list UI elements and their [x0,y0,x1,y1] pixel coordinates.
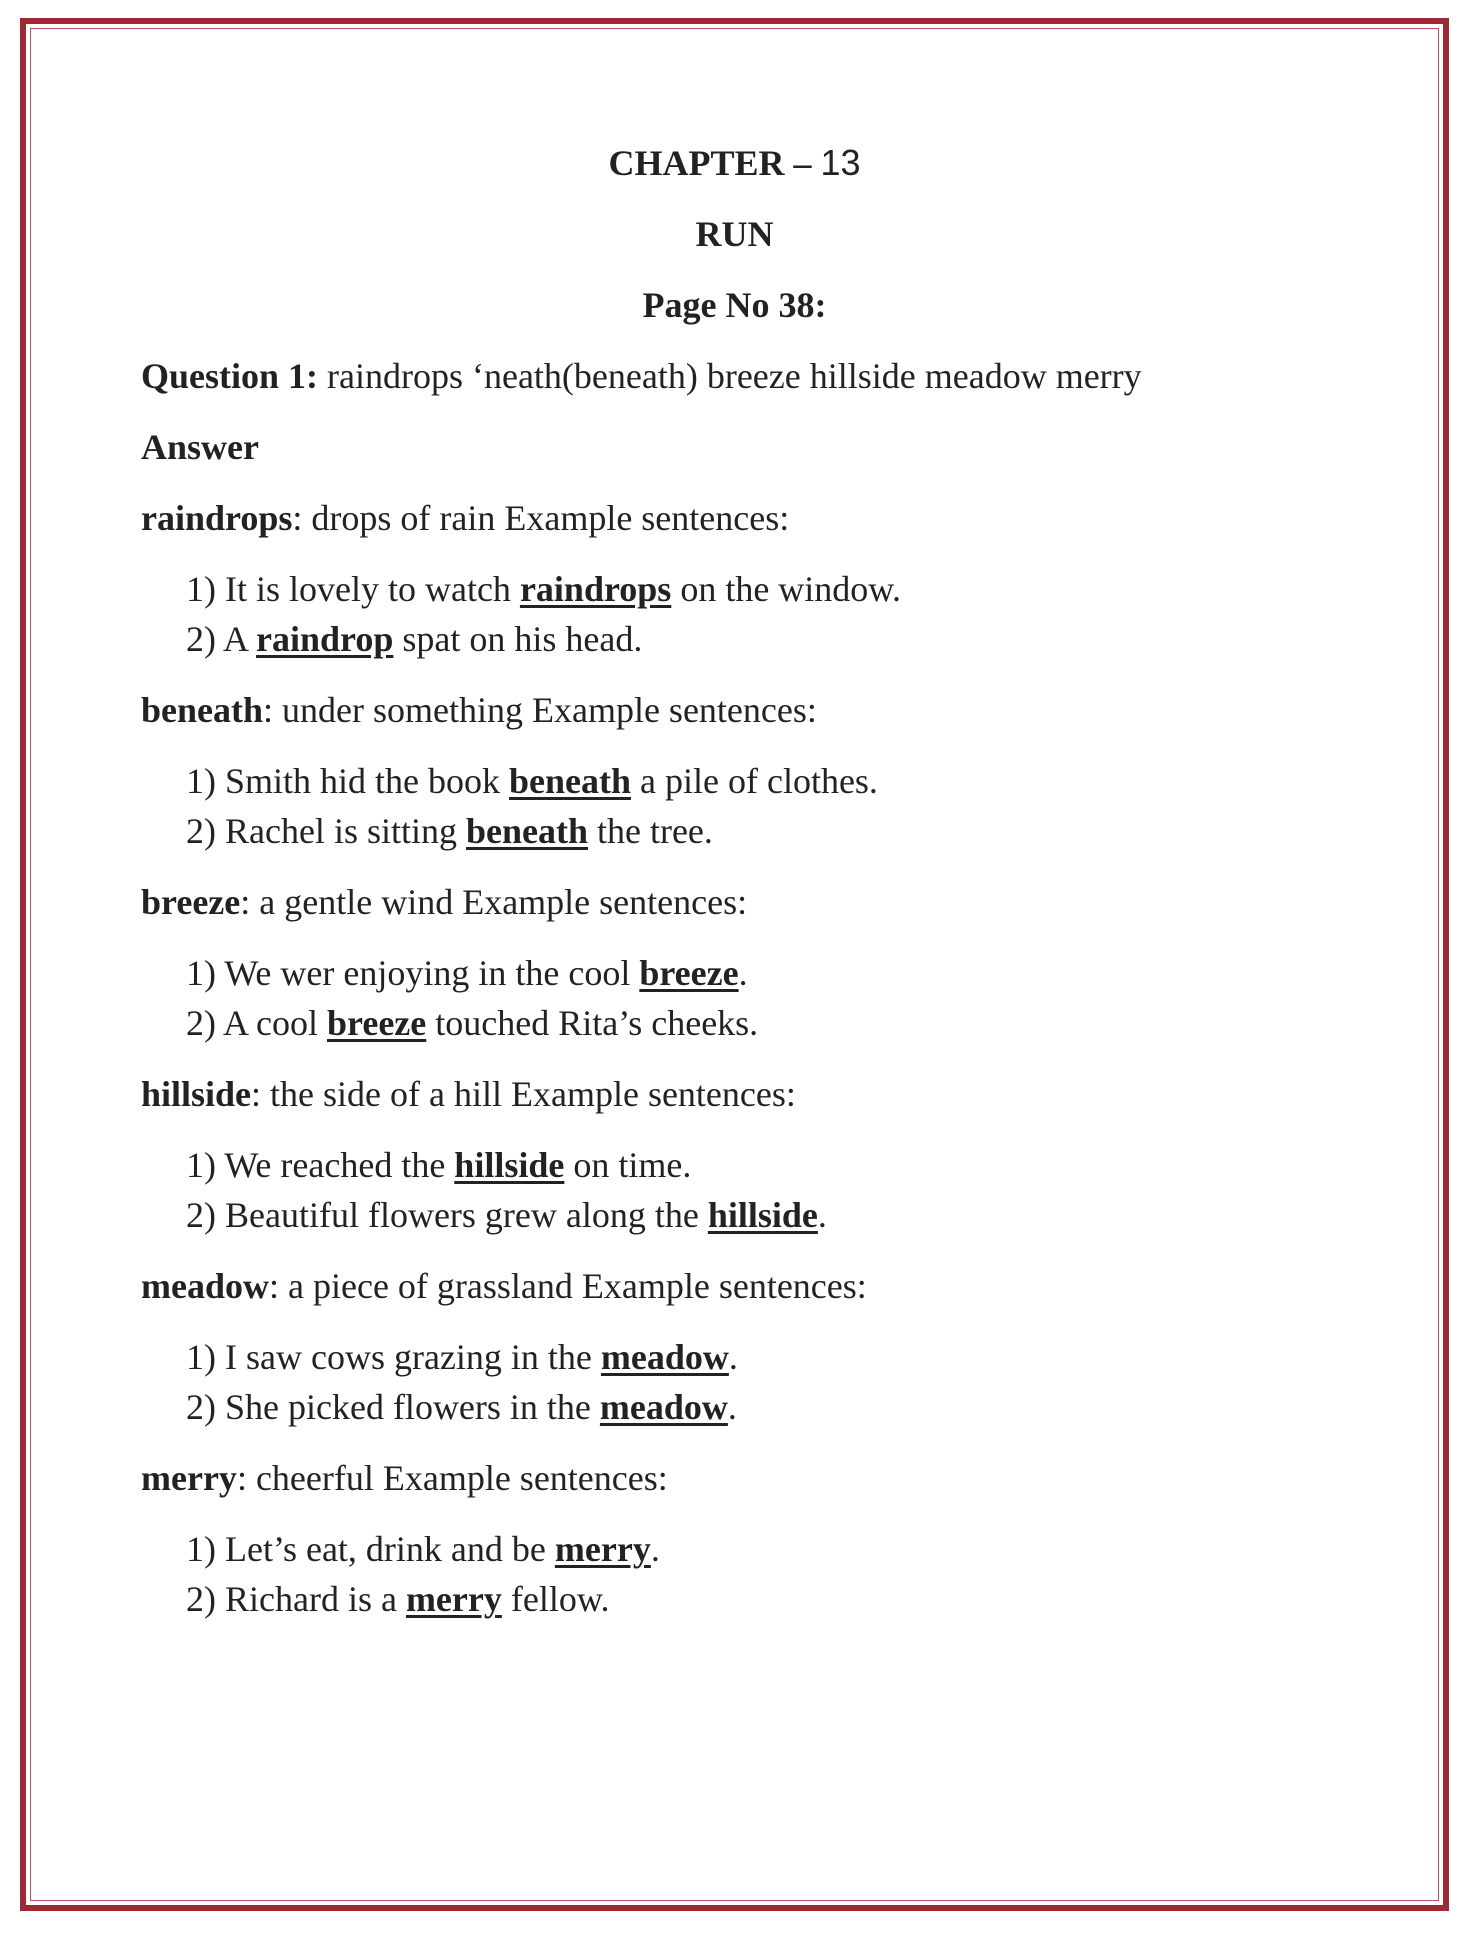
answer-label: Answer [141,427,259,467]
example-sentence [141,614,1341,664]
vocab-entry [141,1069,1341,1240]
term-line [141,877,1341,927]
sentence-post: touched Rita’s cheeks. [426,1003,759,1043]
sentence-post: . [738,953,748,993]
sentence-post: . [727,1387,737,1427]
sentence-pre: 2) Rachel is sitting [186,811,466,851]
sentence-post: . [650,1529,660,1569]
chapter-number: 13 [820,142,861,183]
sentence-pre: 2) She picked flowers in the [186,1387,600,1427]
definition: : the side of a hill Example sentences: [251,1074,796,1114]
sentence-pre: 1) It is lovely to watch [186,569,520,609]
highlighted-word: raindrop [256,619,394,659]
highlighted-word: meadow [599,1387,728,1427]
question-text: raindrops ‘neath(beneath) breeze hillside meadow merry [318,356,1142,396]
sentence-post: the tree. [587,811,713,851]
highlighted-word: breeze [327,1003,427,1043]
page-number: Page No 38: [642,285,827,325]
sentence-post: on time. [564,1145,692,1185]
chapter-heading [141,138,1328,188]
sentence-pre: 2) A [186,619,257,659]
definition: : under something Example sentences: [263,690,817,730]
sentence-post: fellow. [501,1579,610,1619]
example-sentence [141,1140,1341,1190]
term-line [141,493,1341,543]
example-sentence [141,1574,1341,1624]
vocab-entry [141,685,1341,856]
example-sentence [141,756,1341,806]
term-line [141,1453,1341,1503]
example-sentence [141,948,1341,998]
example-sentence [141,998,1341,1048]
example-sentence [141,564,1341,614]
term: hillside [141,1074,252,1114]
vocab-entry [141,877,1341,1048]
term-line [141,1069,1341,1119]
highlighted-word: hillside [454,1145,565,1185]
question-label: Question 1: [141,356,319,396]
highlighted-word: hillside [707,1195,818,1235]
sentence-pre: 2) A cool [186,1003,327,1043]
highlighted-word: beneath [509,761,632,801]
term: meadow [141,1266,269,1306]
definition: : a piece of grassland Example sentences: [269,1266,867,1306]
document-body [141,138,1341,1645]
highlighted-word: breeze [639,953,739,993]
sentence-pre: 1) Let’s eat, drink and be [186,1529,555,1569]
sentence-pre: 2) Beautiful flowers grew along the [186,1195,708,1235]
term: merry [141,1458,237,1498]
sentence-pre: 1) Smith hid the book [186,761,509,801]
entries-list [141,493,1341,1624]
chapter-label: CHAPTER – [608,143,812,183]
sentence-pre: 1) We reached the [186,1145,455,1185]
question [141,351,1341,401]
highlighted-word: merry [554,1529,651,1569]
sentence-post: a pile of clothes. [631,761,878,801]
example-sentence [141,1332,1341,1382]
highlighted-word: merry [405,1579,502,1619]
vocab-entry [141,493,1341,664]
sentence-pre: 1) I saw cows grazing in the [186,1337,601,1377]
term-line [141,1261,1341,1311]
definition: : drops of rain Example sentences: [292,498,790,538]
example-sentence [141,1190,1341,1240]
sentence-pre: 2) Richard is a [186,1579,406,1619]
term: beneath [141,690,264,730]
vocab-entry [141,1453,1341,1624]
definition: : a gentle wind Example sentences: [240,882,748,922]
sentence-post: . [728,1337,738,1377]
example-sentence [141,1524,1341,1574]
example-sentence [141,1382,1341,1432]
term-line [141,685,1341,735]
sentence-pre: 1) We wer enjoying in the cool [186,953,640,993]
chapter-title: RUN [695,214,774,254]
highlighted-word: raindrops [519,569,672,609]
sentence-post: . [817,1195,827,1235]
term: raindrops [141,498,293,538]
vocab-entry [141,1261,1341,1432]
sentence-post: on the window. [671,569,901,609]
definition: : cheerful Example sentences: [236,1458,668,1498]
highlighted-word: beneath [465,811,588,851]
highlighted-word: meadow [600,1337,729,1377]
sentence-post: spat on his head. [393,619,643,659]
example-sentence [141,806,1341,856]
term: breeze [141,882,241,922]
